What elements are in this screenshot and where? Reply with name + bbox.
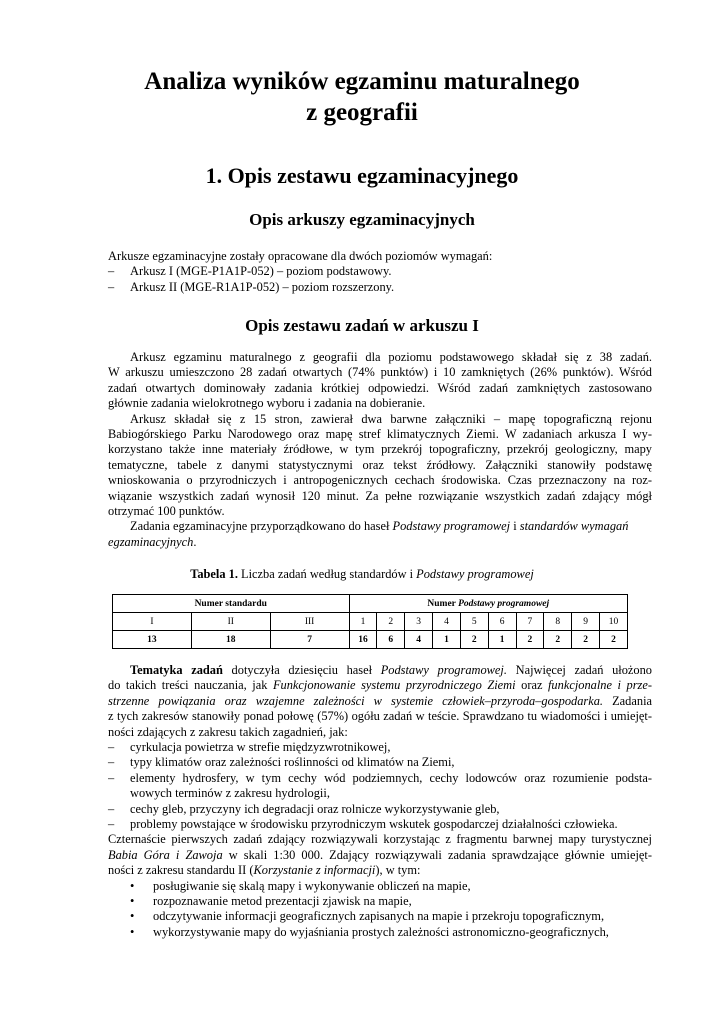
sheets-intro-block <box>108 249 652 295</box>
table-cell: 7 <box>270 631 349 649</box>
table-cell: 2 <box>544 631 572 649</box>
list-item: – cyrkulacja powietrza w strefie międzyzwrotnikowej, <box>108 740 391 754</box>
table-cell: 2 <box>572 631 600 649</box>
list-item: • rozpoznawanie metod prezentacji zjawisk na mapie, <box>130 893 412 908</box>
table-cell: 18 <box>191 631 270 649</box>
table-number-row <box>113 613 628 631</box>
section-heading: 1. Opis zestawu egzaminacyjnego <box>205 163 519 188</box>
table-cell: 2 <box>460 631 488 649</box>
table-cell: 1 <box>349 613 377 631</box>
paragraph-3: Zadania egzaminacyjne przyporządkowano do haseł Podstawy programowej i standardów wymagań egzaminacyjnych. <box>108 519 629 549</box>
list-item: • posługiwanie się skalą mapy i wykonywanie obliczeń na mapie, <box>130 878 471 893</box>
list-item: • wykorzystywanie mapy do wyjaśniania prostych zależności astronomiczno-geograficznych, <box>130 924 609 939</box>
paragraph-5: Czternaście pierwszych zadań zdający rozwiązywali korzystając z fragmentu barwnej mapy turystycznej Babia Góra i Zawoja w skali 1:30 000. Zdający rozwiązywali zadania sprawdzające głównie umiejęt- ności z zakresu standardu II (Korzystanie z informacji), w tym: <box>108 832 652 878</box>
table-cell: 2 <box>516 631 544 649</box>
table-cell: 13 <box>113 631 192 649</box>
table-header-row <box>113 595 628 613</box>
table-cell: III <box>270 613 349 631</box>
table-cell: 4 <box>433 613 461 631</box>
title-line-1: Analiza wyników egzaminu maturalnego <box>144 68 580 95</box>
table-cell: 3 <box>405 613 433 631</box>
table-cell: 6 <box>488 613 516 631</box>
table-cell: 1 <box>488 631 516 649</box>
sheets-intro: Arkusze egzaminacyjne zostały opracowane dla dwóch poziomów wymagań: <box>108 249 493 263</box>
table-cell: 10 <box>600 613 628 631</box>
table-cell: 4 <box>405 631 433 649</box>
paragraph-2: Arkusz składał się z 15 stron, zawierał dwa barwne załączniki – mapę topograficzną rejonu Babiogórskiego Parku Narodowego oraz mapę stref klimatycznych Ziemi. W zadaniach arkusza I wy- korzystano także inne materiały źródłowe, w tym przekrój topograficzny, przekrój geologiczny, mapy tematyczne, tabele z danymi statystycznymi oraz tekst źródłowy. Załączniki stanowiły podstawę wnioskowania o przyrodniczych i antropogenicznych cechach środowiska. Czas przeznaczony na roz- wiązanie wszystkich zadań wynosił 120 minut. Za pełne rozwiązanie wszystkich zadań zdający mógł otrzymać 100 punktów. <box>108 411 652 518</box>
title-line-2: z geografii <box>306 99 418 126</box>
page-title <box>0 66 724 128</box>
sheet-item: – Arkusz I (MGE-P1A1P-052) – poziom podstawowy. <box>108 264 392 279</box>
table-cell: I <box>113 613 192 631</box>
table-cell: 1 <box>433 631 461 649</box>
list-item: – cechy gleb, przyczyny ich degradacji oraz rolnicze wykorzystywanie gleb, <box>108 801 500 816</box>
list-item-continuation: wowych terminów z zakresu hydrologii, <box>130 786 330 801</box>
sheet-item: – Arkusz II (MGE-R1A1P-052) – poziom rozszerzony. <box>108 279 395 294</box>
table-count-row <box>113 631 628 649</box>
table-cell: 2 <box>377 613 405 631</box>
table-cell: 5 <box>460 613 488 631</box>
list-item: – typy klimatów oraz zależności roślinności od klimatów na Ziemi, <box>108 755 455 770</box>
subheading-sheets: Opis arkuszy egzaminacyjnych <box>249 210 475 229</box>
topics-list <box>108 740 652 832</box>
table-cell: 6 <box>377 631 405 649</box>
table-cell: 9 <box>572 613 600 631</box>
skills-list <box>108 879 652 941</box>
subheading-task-set: Opis zestawu zadań w arkuszu I <box>245 316 479 335</box>
standards-table <box>112 594 628 649</box>
header-standard: Numer standardu <box>113 595 350 613</box>
list-item: • odczytywanie informacji geograficznych zapisanych na mapie i przekroju topograficznym, <box>130 909 605 924</box>
paragraph-4: Tematyka zadań dotyczyła dziesięciu haseł Podstawy programowej. Najwięcej zadań ułożono do takich treści nauczania, jak Funkcjonowanie systemu przyrodniczego Ziemi oraz funkcjonalne i prze- strzenne powiązania oraz wzajemne zależności w systemie człowiek–przyroda–gospodarka. Zadania z tych zakresów stanowiły ponad połowę (57%) ogółu zadań w teście. Sprawdzano tu wiadomości i umiejęt- ności zdających z zakresu takich zagadnień, jak: <box>108 663 652 739</box>
paragraph-1: Arkusz egzaminu maturalnego z geografii dla poziomu podstawowego składał się z 38 zadań. W arkuszu umieszczono 28 zadań otwartych (74% punktów) i 10 zamkniętych (26% punktów). Wśród zadań otwartych dominowały zadania krótkiej odpowiedzi. Wśród zadań zamkniętych zastosowano głównie zadania wielokrotnego wyboru i zadania na dobieranie. <box>108 350 652 411</box>
header-program: Numer Podstawy programowej <box>349 595 627 613</box>
table-cell: II <box>191 613 270 631</box>
table-caption: Tabela 1. Liczba zadań według standardów i Podstawy programowej <box>190 567 534 581</box>
table-cell: 16 <box>349 631 377 649</box>
table-cell: 7 <box>516 613 544 631</box>
list-item: – elementy hydrosfery, w tym cechy wód podziemnych, cechy lodowców oraz rozumienie podsta- <box>108 770 652 785</box>
table-cell: 8 <box>544 613 572 631</box>
table-cell: 2 <box>600 631 628 649</box>
list-item: – problemy powstające w środowisku przyrodniczym wskutek gospodarczej działalności człowieka. <box>108 816 618 831</box>
